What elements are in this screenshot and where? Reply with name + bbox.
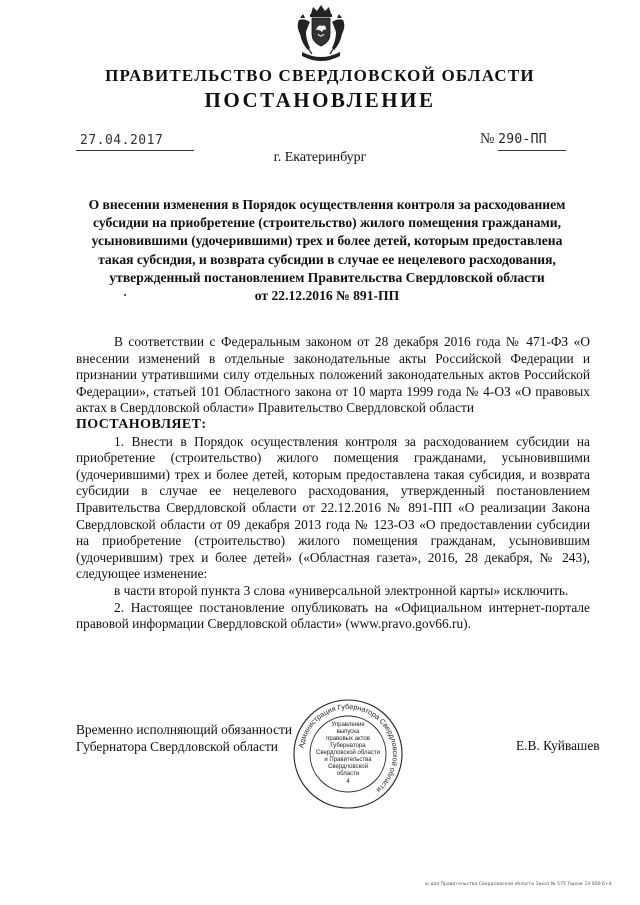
signature-title-line-2: Губернатора Свердловской области xyxy=(76,739,278,754)
stamp-center-line: правовых актов xyxy=(326,736,370,742)
document-body xyxy=(76,334,590,633)
stamp-ring-text: Администрация Губернатора Свердловской области xyxy=(296,701,401,795)
document-type-title: ПОСТАНОВЛЕНИЕ xyxy=(204,88,436,112)
stray-mark xyxy=(124,294,126,296)
stamp-center-line: Управление xyxy=(331,722,365,728)
official-stamp xyxy=(283,696,413,812)
number-value: 290-ПП xyxy=(498,132,547,147)
stamp-center-line: выпуска xyxy=(336,729,360,735)
stamp-center-line: области xyxy=(336,771,360,777)
subject-line: усыновившими (удочерившими) трех и более детей, которым предоставлена xyxy=(91,233,563,249)
preamble-paragraph: В соответствии с Федеральным законом от 28 декабря 2016 года № 471-ФЗ «О внесении изменений в отдельные законодательные акты Российской Федерации и признании утратившими силу отдельных положений законодательных актов Российской Федерации», статьей 101 Областного закона от 10 марта 1999 года № 4-ОЗ «О правовых актах в Свердловской области» Правительство Свердловской области xyxy=(76,334,590,416)
stamp-center-line: Свердловской xyxy=(328,764,368,770)
document-number xyxy=(480,131,547,148)
item-1-paragraph: 1. Внести в Порядок осуществления контроля за расходованием субсидии на приобретение (строительство) жилого помещения гражданами, усыновившими (удочерившими) трех и более детей, которым предоставлена такая субсидия, и возврата субсидии в случае ее нецелевого расходования, утвержденный постановлением Правительства Свердловской области от 22.12.2016 № 891-ПП «О реализации Закона Свердловской области от 09 декабря 2013 года № 123-ОЗ «О предоставлении субсидии на приобретение (строительство) жилого помещения гражданам, усыновившим (удочерившим) трех и более детей» («Областная газета», 2016, 28 декабря, № 243), следующее изменение: xyxy=(76,433,590,582)
item-2-paragraph: 2. Настоящее постановление опубликовать на «Официальном интернет-портале правовой информации Свердловской области» (www.pravo.gov66.ru). xyxy=(76,599,590,632)
city-label: г. Екатеринбург xyxy=(273,150,367,165)
subject-line: такая субсидия, и возврата субсидии в случае ее нецелевого расходования, xyxy=(98,251,556,267)
subject-line: О внесении изменения в Порядок осуществления контроля за расходованием xyxy=(88,197,566,212)
stamp-center-line: Свердловской области xyxy=(315,750,381,756)
document-subject xyxy=(70,196,584,305)
print-footer: ю дая Правительства Свердловской области Заказ № 575 Тираж 14 000 6+4 xyxy=(425,882,612,887)
signature-block xyxy=(76,721,292,755)
government-title: ПРАВИТЕЛЬСТВО СВЕРДЛОВСКОЙ ОБЛАСТИ xyxy=(105,66,535,85)
subject-line: утвержденный постановлением Правительства Свердловской области xyxy=(109,269,545,285)
signature-title-line-1: Временно исполняющий обязанности xyxy=(76,722,293,737)
resolves-heading: ПОСТАНОВЛЯЕТ: xyxy=(76,416,207,432)
signer-name: Е.В. Куйвашев xyxy=(516,738,600,753)
subject-line: от 22.12.2016 № 891-ПП xyxy=(254,288,400,304)
stamp-center-line: 4 xyxy=(346,779,350,785)
document-date: 27.04.2017 xyxy=(80,133,164,148)
stamp-center-line: Губернатора xyxy=(330,743,366,749)
coat-of-arms-emblem xyxy=(294,4,348,66)
number-sign: № xyxy=(480,131,495,147)
subject-line: субсидии на приобретение (строительство) жилого помещения гражданами, xyxy=(92,215,562,231)
item-1-change-paragraph: в части второй пункта 3 слова «универсальной электронной карты» исключить. xyxy=(114,582,569,598)
stamp-center-line: и Правительства xyxy=(324,757,372,763)
